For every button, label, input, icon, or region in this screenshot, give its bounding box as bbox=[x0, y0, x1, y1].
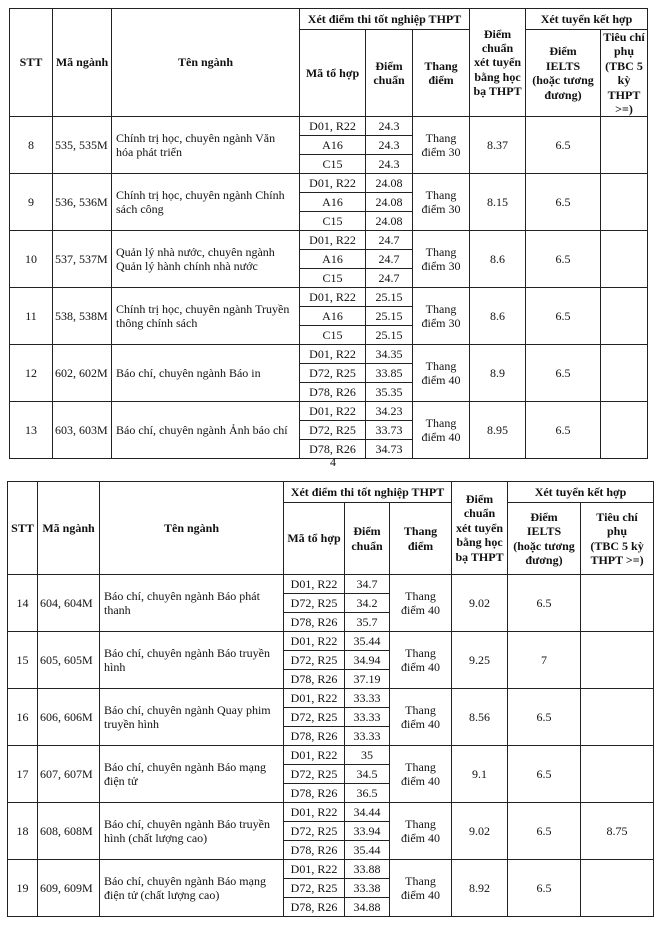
ma-to-hop-cell: A16 bbox=[300, 307, 366, 326]
cell-line: Báo chí, chuyên ngành Báo truyền bbox=[104, 645, 270, 660]
header-ket-hop-group: Xét tuyển kết hợp bbox=[508, 482, 654, 503]
ma-to-hop-cell: D01, R22 bbox=[300, 174, 366, 193]
ten-nganh-cell bbox=[112, 231, 300, 288]
ma-to-hop-cell: D01, R22 bbox=[300, 402, 366, 421]
thang-diem-cell bbox=[413, 231, 470, 288]
diem-chuan-cell: 33.73 bbox=[366, 421, 413, 440]
tieu-chi-phu-cell bbox=[581, 689, 654, 746]
header-ten-nganh: Tên ngành bbox=[112, 9, 300, 117]
ielts-cell: 6.5 bbox=[526, 288, 601, 345]
ten-nganh-cell bbox=[112, 174, 300, 231]
hoc-ba-cell: 8.6 bbox=[470, 231, 526, 288]
header-tieu-chi-phu bbox=[601, 30, 648, 117]
thang-diem-cell bbox=[390, 689, 452, 746]
cell-line: hình (chất lượng cao) bbox=[104, 831, 208, 845]
header-ket-hop-group: Xét tuyển kết hợp bbox=[526, 9, 648, 30]
cell-line: điện tử bbox=[104, 774, 138, 788]
header-ma-nganh: Mã ngành bbox=[53, 9, 112, 117]
hoc-ba-cell: 9.1 bbox=[452, 746, 508, 803]
stt-cell: 15 bbox=[8, 632, 38, 689]
tieu-chi-phu-cell bbox=[601, 402, 648, 459]
header-line: (TBC 5 kỳ bbox=[605, 58, 643, 88]
header-ma-to-hop: Mã tổ hợp bbox=[284, 503, 345, 575]
cell-line: Quản lý nhà nước, chuyên ngành bbox=[116, 244, 275, 259]
ielts-cell: 6.5 bbox=[508, 860, 581, 917]
cell-line: Thang bbox=[425, 415, 457, 430]
ma-to-hop-cell: A16 bbox=[300, 136, 366, 155]
thang-diem-cell bbox=[390, 746, 452, 803]
ma-nganh-cell: 536, 536M bbox=[53, 174, 112, 231]
header-line: Điểm bbox=[465, 492, 494, 507]
diem-chuan-cell: 37.19 bbox=[345, 670, 390, 689]
header-line: đương) bbox=[525, 552, 563, 567]
table-2-body bbox=[8, 575, 654, 917]
header-line: xét tuyển bbox=[474, 55, 522, 70]
cell-line: Thang bbox=[425, 187, 457, 202]
diem-chuan-cell: 33.88 bbox=[345, 860, 390, 879]
ma-nganh-cell: 606, 606M bbox=[38, 689, 100, 746]
header-line: chuẩn bbox=[351, 538, 383, 553]
ten-nganh-cell bbox=[100, 803, 284, 860]
thang-diem-cell bbox=[413, 117, 470, 174]
table-row bbox=[10, 174, 648, 193]
ielts-cell: 6.5 bbox=[508, 575, 581, 632]
cell-line: Báo chí, chuyên ngành Báo truyền bbox=[104, 816, 270, 831]
ielts-cell: 6.5 bbox=[526, 174, 601, 231]
header-line: Điểm bbox=[375, 58, 403, 73]
ma-to-hop-cell: D01, R22 bbox=[300, 117, 366, 136]
diem-chuan-cell: 36.5 bbox=[345, 784, 390, 803]
table-row bbox=[8, 860, 654, 879]
ma-to-hop-cell: C15 bbox=[300, 326, 366, 345]
header-tieu-chi-phu bbox=[581, 503, 654, 575]
header-line: Điểm bbox=[549, 44, 577, 59]
hoc-ba-cell: 8.95 bbox=[470, 402, 526, 459]
cell-line: Thang bbox=[405, 702, 436, 717]
header-line: bạ THPT bbox=[473, 84, 522, 99]
tieu-chi-phu-cell bbox=[581, 746, 654, 803]
cell-line: thông chính sách bbox=[116, 316, 198, 331]
header-line: chuẩn bbox=[373, 73, 405, 88]
cell-line: điểm 40 bbox=[401, 831, 440, 845]
header-ma-to-hop: Mã tổ hợp bbox=[300, 30, 366, 117]
ma-nganh-cell: 538, 538M bbox=[53, 288, 112, 345]
table-row bbox=[10, 345, 648, 364]
ma-to-hop-cell: A16 bbox=[300, 250, 366, 269]
header-line: chuẩn bbox=[481, 41, 514, 56]
thang-diem-cell bbox=[390, 803, 452, 860]
ma-to-hop-cell: C15 bbox=[300, 269, 366, 288]
ma-to-hop-cell: D78, R26 bbox=[284, 784, 345, 803]
tieu-chi-phu-cell bbox=[601, 231, 648, 288]
ma-to-hop-cell: D01, R22 bbox=[300, 345, 366, 364]
table-row bbox=[8, 689, 654, 708]
cell-line: Chính trị học, chuyên ngành Văn bbox=[116, 130, 276, 145]
diem-chuan-cell: 24.08 bbox=[366, 212, 413, 231]
hoc-ba-cell: 9.02 bbox=[452, 575, 508, 632]
diem-chuan-cell: 34.94 bbox=[345, 651, 390, 670]
header-line: (hoặc tương bbox=[513, 538, 575, 553]
ten-nganh-cell bbox=[100, 746, 284, 803]
cell-line: điểm 40 bbox=[401, 717, 440, 731]
ielts-cell: 7 bbox=[508, 632, 581, 689]
header-diem-chuan bbox=[345, 503, 390, 575]
diem-chuan-cell: 34.88 bbox=[345, 898, 390, 917]
ma-to-hop-cell: D78, R26 bbox=[300, 383, 366, 402]
ma-to-hop-cell: D72, R25 bbox=[284, 594, 345, 613]
hoc-ba-cell: 8.15 bbox=[470, 174, 526, 231]
diem-chuan-cell: 34.5 bbox=[345, 765, 390, 784]
thang-diem-cell bbox=[390, 632, 452, 689]
tieu-chi-phu-cell bbox=[601, 345, 648, 402]
tieu-chi-phu-cell bbox=[601, 117, 648, 174]
header-line: (hoặc tương bbox=[532, 73, 594, 88]
thang-diem-cell bbox=[413, 288, 470, 345]
diem-chuan-cell: 34.73 bbox=[366, 440, 413, 459]
ma-to-hop-cell: D01, R22 bbox=[284, 689, 345, 708]
cell-line: điểm 30 bbox=[421, 202, 461, 217]
ma-nganh-cell: 607, 607M bbox=[38, 746, 100, 803]
ma-nganh-cell: 537, 537M bbox=[53, 231, 112, 288]
ma-to-hop-cell: D72, R25 bbox=[300, 364, 366, 383]
diem-chuan-cell: 24.3 bbox=[366, 117, 413, 136]
header-ielts bbox=[526, 30, 601, 117]
ma-nganh-cell: 602, 602M bbox=[53, 345, 112, 402]
header-line: Thang bbox=[424, 58, 458, 73]
header-line: THPT >=) bbox=[607, 87, 641, 116]
header-hoc-ba bbox=[470, 9, 526, 117]
header-line: Tiêu chí bbox=[603, 30, 645, 44]
ma-to-hop-cell: D72, R25 bbox=[300, 421, 366, 440]
diem-chuan-cell: 35.7 bbox=[345, 613, 390, 632]
ten-nganh-cell bbox=[112, 117, 300, 174]
table-row bbox=[8, 575, 654, 594]
stt-cell: 11 bbox=[10, 288, 53, 345]
thang-diem-cell bbox=[413, 345, 470, 402]
ma-to-hop-cell: C15 bbox=[300, 155, 366, 174]
hoc-ba-cell: 9.25 bbox=[452, 632, 508, 689]
diem-chuan-cell: 24.7 bbox=[366, 269, 413, 288]
cell-line: Báo chí, chuyên ngành Báo mạng bbox=[104, 759, 266, 774]
diem-chuan-cell: 24.7 bbox=[366, 250, 413, 269]
stt-cell: 16 bbox=[8, 689, 38, 746]
ma-to-hop-cell: D78, R26 bbox=[284, 613, 345, 632]
cell-line: Báo chí, chuyên ngành Ảnh báo chí bbox=[116, 423, 288, 438]
cell-line: Báo chí, chuyên ngành Báo phát bbox=[104, 588, 260, 603]
ten-nganh-cell bbox=[100, 575, 284, 632]
ma-to-hop-cell: D01, R22 bbox=[284, 860, 345, 879]
header-line: Tiêu chí bbox=[596, 509, 638, 524]
tieu-chi-phu-cell: 8.75 bbox=[581, 803, 654, 860]
header-line: THPT >=) bbox=[590, 552, 644, 567]
diem-chuan-cell: 24.08 bbox=[366, 193, 413, 212]
diem-chuan-cell: 25.15 bbox=[366, 288, 413, 307]
header-line: IELTS bbox=[526, 524, 562, 539]
ma-to-hop-cell: D72, R25 bbox=[284, 822, 345, 841]
hoc-ba-cell: 8.37 bbox=[470, 117, 526, 174]
cell-line: Thang bbox=[425, 244, 457, 259]
stt-cell: 8 bbox=[10, 117, 53, 174]
cell-line: hình bbox=[104, 660, 126, 674]
cell-line: điểm 30 bbox=[421, 259, 461, 274]
ielts-cell: 6.5 bbox=[526, 345, 601, 402]
ma-to-hop-cell: D72, R25 bbox=[284, 879, 345, 898]
ma-nganh-cell: 609, 609M bbox=[38, 860, 100, 917]
cell-line: Báo chí, chuyên ngành Báo mạng bbox=[104, 873, 266, 888]
header-thang-diem bbox=[413, 30, 470, 117]
diem-chuan-cell: 34.2 bbox=[345, 594, 390, 613]
ielts-cell: 6.5 bbox=[508, 803, 581, 860]
stt-cell: 9 bbox=[10, 174, 53, 231]
cell-line: Thang bbox=[405, 645, 436, 660]
header-diem-chuan bbox=[366, 30, 413, 117]
admission-table-2 bbox=[7, 481, 654, 917]
stt-cell: 18 bbox=[8, 803, 38, 860]
ma-to-hop-cell: D78, R26 bbox=[284, 727, 345, 746]
ma-to-hop-cell: D01, R22 bbox=[284, 632, 345, 651]
tieu-chi-phu-cell bbox=[581, 860, 654, 917]
diem-chuan-cell: 35.44 bbox=[345, 841, 390, 860]
ma-nganh-cell: 608, 608M bbox=[38, 803, 100, 860]
header-line: xét tuyển bbox=[456, 520, 504, 535]
header-line: Điểm bbox=[483, 26, 512, 41]
tieu-chi-phu-cell bbox=[601, 174, 648, 231]
ten-nganh-cell bbox=[100, 632, 284, 689]
cell-line: hóa phát triển bbox=[116, 145, 182, 160]
header-line: Điểm bbox=[353, 524, 381, 539]
cell-line: điểm 40 bbox=[401, 660, 440, 674]
stt-cell: 12 bbox=[10, 345, 53, 402]
cell-line: Thang bbox=[405, 759, 436, 774]
cell-line: Báo chí, chuyên ngành Quay phim bbox=[104, 702, 271, 717]
thang-diem-cell bbox=[390, 575, 452, 632]
header-line: bằng học bbox=[474, 69, 521, 84]
stt-cell: 14 bbox=[8, 575, 38, 632]
diem-chuan-cell: 24.7 bbox=[366, 231, 413, 250]
header-ma-nganh: Mã ngành bbox=[38, 482, 100, 575]
diem-chuan-cell: 33.38 bbox=[345, 879, 390, 898]
table-1-body bbox=[10, 117, 648, 459]
tieu-chi-phu-cell bbox=[581, 575, 654, 632]
ma-nganh-cell: 604, 604M bbox=[38, 575, 100, 632]
hoc-ba-cell: 8.92 bbox=[452, 860, 508, 917]
ma-to-hop-cell: D01, R22 bbox=[284, 746, 345, 765]
header-line: điểm bbox=[407, 538, 434, 553]
diem-chuan-cell: 24.08 bbox=[366, 174, 413, 193]
ma-to-hop-cell: D01, R22 bbox=[284, 803, 345, 822]
tieu-chi-phu-cell bbox=[581, 632, 654, 689]
admission-table-1 bbox=[9, 8, 648, 459]
table-row bbox=[10, 117, 648, 136]
cell-line: Báo chí, chuyên ngành Báo in bbox=[116, 366, 261, 381]
cell-line: sách công bbox=[116, 202, 164, 217]
cell-line: điểm 30 bbox=[421, 316, 461, 331]
diem-chuan-cell: 33.85 bbox=[366, 364, 413, 383]
page-number: 4 bbox=[330, 455, 336, 469]
ielts-cell: 6.5 bbox=[526, 402, 601, 459]
ma-to-hop-cell: D01, R22 bbox=[300, 231, 366, 250]
table-row bbox=[8, 746, 654, 765]
header-line: bằng học bbox=[456, 535, 503, 550]
hoc-ba-cell: 8.56 bbox=[452, 689, 508, 746]
diem-chuan-cell: 34.7 bbox=[345, 575, 390, 594]
diem-chuan-cell: 34.44 bbox=[345, 803, 390, 822]
ma-to-hop-cell: A16 bbox=[300, 193, 366, 212]
cell-line: Quản lý hành chính nhà nước bbox=[116, 259, 258, 274]
header-thang-diem bbox=[390, 503, 452, 575]
cell-line: Thang bbox=[405, 873, 436, 888]
cell-line: truyền hình bbox=[104, 717, 159, 731]
ten-nganh-cell bbox=[100, 689, 284, 746]
cell-line: Chính trị học, chuyên ngành Chính bbox=[116, 187, 285, 202]
header-line: Thang bbox=[403, 524, 438, 539]
cell-line: Chính trị học, chuyên ngành Truyền bbox=[116, 301, 290, 316]
table-row bbox=[10, 288, 648, 307]
diem-chuan-cell: 35.35 bbox=[366, 383, 413, 402]
diem-chuan-cell: 25.15 bbox=[366, 307, 413, 326]
hoc-ba-cell: 8.6 bbox=[470, 288, 526, 345]
ma-to-hop-cell: D78, R26 bbox=[300, 440, 366, 459]
header-stt: STT bbox=[10, 9, 53, 117]
diem-chuan-cell: 33.33 bbox=[345, 727, 390, 746]
header-line: phụ bbox=[614, 44, 635, 59]
ielts-cell: 6.5 bbox=[526, 231, 601, 288]
stt-cell: 19 bbox=[8, 860, 38, 917]
table-row bbox=[10, 402, 648, 421]
cell-line: Thang bbox=[405, 816, 436, 831]
header-line: IELTS bbox=[545, 58, 581, 73]
ma-to-hop-cell: D78, R26 bbox=[284, 898, 345, 917]
ma-to-hop-cell: D01, R22 bbox=[300, 288, 366, 307]
cell-line: Thang bbox=[425, 358, 457, 373]
header-ielts bbox=[508, 503, 581, 575]
cell-line: điện tử (chất lượng cao) bbox=[104, 888, 220, 902]
diem-chuan-cell: 34.23 bbox=[366, 402, 413, 421]
hoc-ba-cell: 8.9 bbox=[470, 345, 526, 402]
header-line: bạ THPT bbox=[455, 549, 504, 564]
ma-to-hop-cell: D78, R26 bbox=[284, 670, 345, 689]
ma-to-hop-cell: D72, R25 bbox=[284, 708, 345, 727]
header-ten-nganh: Tên ngành bbox=[100, 482, 284, 575]
ielts-cell: 6.5 bbox=[508, 689, 581, 746]
diem-chuan-cell: 34.35 bbox=[366, 345, 413, 364]
tieu-chi-phu-cell bbox=[601, 288, 648, 345]
cell-line: điểm 40 bbox=[401, 603, 440, 617]
header-line: đương) bbox=[544, 87, 582, 102]
cell-line: thanh bbox=[104, 603, 131, 617]
header-line: phụ bbox=[607, 524, 628, 539]
header-line: Điểm bbox=[530, 509, 558, 524]
ielts-cell: 6.5 bbox=[526, 117, 601, 174]
header-hoc-ba bbox=[452, 482, 508, 575]
ma-nganh-cell: 603, 603M bbox=[53, 402, 112, 459]
ten-nganh-cell bbox=[112, 288, 300, 345]
header-line: điểm bbox=[428, 73, 454, 88]
cell-line: điểm 30 bbox=[421, 145, 461, 160]
header-stt: STT bbox=[8, 482, 38, 575]
ma-to-hop-cell: C15 bbox=[300, 212, 366, 231]
ten-nganh-cell bbox=[100, 860, 284, 917]
ten-nganh-cell bbox=[112, 402, 300, 459]
cell-line: Thang bbox=[425, 301, 457, 316]
cell-line: Thang bbox=[405, 588, 436, 603]
table-row bbox=[10, 231, 648, 250]
stt-cell: 10 bbox=[10, 231, 53, 288]
hoc-ba-cell: 9.02 bbox=[452, 803, 508, 860]
ma-nganh-cell: 535, 535M bbox=[53, 117, 112, 174]
cell-line: Thang bbox=[425, 130, 457, 145]
ma-nganh-cell: 605, 605M bbox=[38, 632, 100, 689]
ma-to-hop-cell: D72, R25 bbox=[284, 651, 345, 670]
diem-chuan-cell: 35 bbox=[345, 746, 390, 765]
ma-to-hop-cell: D72, R25 bbox=[284, 765, 345, 784]
table-row bbox=[8, 632, 654, 651]
cell-line: điểm 40 bbox=[401, 888, 440, 902]
stt-cell: 13 bbox=[10, 402, 53, 459]
diem-chuan-cell: 33.94 bbox=[345, 822, 390, 841]
ma-to-hop-cell: D78, R26 bbox=[284, 841, 345, 860]
cell-line: điểm 40 bbox=[421, 373, 461, 388]
header-line: chuẩn bbox=[463, 506, 496, 521]
thang-diem-cell bbox=[413, 402, 470, 459]
ten-nganh-cell bbox=[112, 345, 300, 402]
stt-cell: 17 bbox=[8, 746, 38, 803]
thang-diem-cell bbox=[390, 860, 452, 917]
diem-chuan-cell: 33.33 bbox=[345, 689, 390, 708]
diem-chuan-cell: 35.44 bbox=[345, 632, 390, 651]
table-row bbox=[8, 803, 654, 822]
ielts-cell: 6.5 bbox=[508, 746, 581, 803]
cell-line: điểm 40 bbox=[421, 430, 461, 445]
diem-chuan-cell: 24.3 bbox=[366, 155, 413, 174]
thang-diem-cell bbox=[413, 174, 470, 231]
diem-chuan-cell: 33.33 bbox=[345, 708, 390, 727]
header-thpt-group: Xét điểm thi tốt nghiệp THPT bbox=[284, 482, 452, 503]
ma-to-hop-cell: D01, R22 bbox=[284, 575, 345, 594]
header-thpt-group: Xét điểm thi tốt nghiệp THPT bbox=[300, 9, 470, 30]
diem-chuan-cell: 25.15 bbox=[366, 326, 413, 345]
diem-chuan-cell: 24.3 bbox=[366, 136, 413, 155]
cell-line: điểm 40 bbox=[401, 774, 440, 788]
header-line: (TBC 5 kỳ bbox=[590, 538, 644, 553]
